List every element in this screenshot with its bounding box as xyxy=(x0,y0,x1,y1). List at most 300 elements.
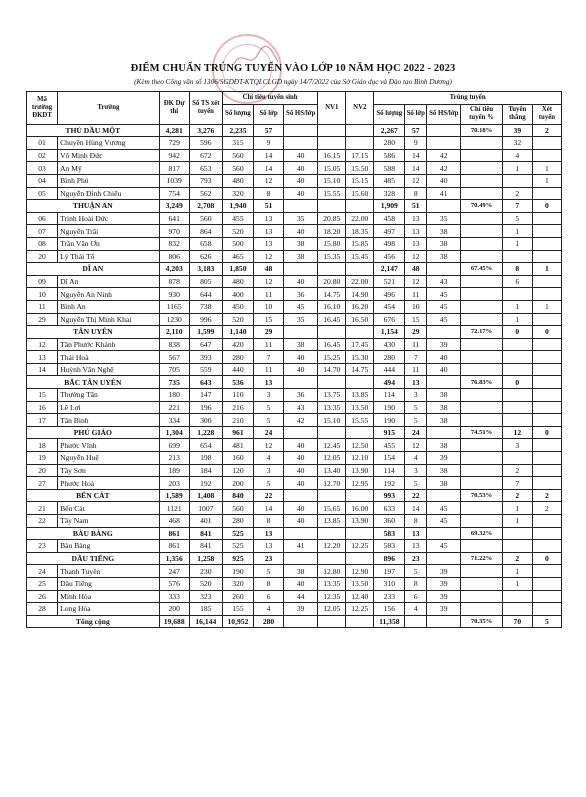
target-students-cell: 320 xyxy=(222,187,253,200)
admitted-students-cell: 114 xyxy=(374,464,405,477)
review-admission-cell xyxy=(532,414,561,427)
admitted-classes-cell: 3 xyxy=(405,389,427,402)
direct-admission-cell: 7 xyxy=(502,200,532,213)
target-per-class-cell: 40 xyxy=(284,452,318,465)
target-per-class-cell: 44 xyxy=(284,590,318,603)
target-per-class-cell: 39 xyxy=(284,603,318,616)
applied-cell: 196 xyxy=(189,401,222,414)
direct-admission-cell xyxy=(502,174,532,187)
table-row xyxy=(27,401,562,414)
admission-rate-cell xyxy=(461,187,502,200)
target-per-class-cell xyxy=(284,552,318,565)
target-per-class-cell: 40 xyxy=(284,225,318,238)
nv2-score-cell: 13.85 xyxy=(346,389,374,402)
admitted-per-class-cell: 45 xyxy=(427,288,461,301)
direct-admission-cell: 1 xyxy=(502,577,532,590)
applied-cell: 805 xyxy=(189,275,222,288)
direct-admission-cell: 32 xyxy=(502,137,532,150)
page-subtitle: (Kèm theo Công văn số 1306/SGDĐT-KTQLCLGD ngày 14/7/2022 của Sở Giáo dục và Đào tạo Bình Dương) xyxy=(134,78,452,86)
admitted-students-cell: 2,147 xyxy=(374,263,405,276)
admission-rate-cell xyxy=(461,338,502,351)
applied-cell: 3,276 xyxy=(189,124,222,137)
registered-cell: 1121 xyxy=(159,502,189,515)
registered-cell: 806 xyxy=(159,250,189,263)
admitted-classes-cell: 10 xyxy=(405,300,427,313)
school-name-cell: Tây Nam xyxy=(58,515,160,528)
direct-admission-cell: 1 xyxy=(502,225,532,238)
school-code-cell: 08 xyxy=(27,237,58,250)
school-code-cell: 24 xyxy=(27,565,58,578)
table-row xyxy=(27,439,562,452)
target-per-class-cell: 40 xyxy=(284,477,318,490)
direct-admission-cell: 1 xyxy=(502,515,532,528)
admitted-per-class-cell xyxy=(427,552,461,565)
target-classes-cell: 3 xyxy=(254,389,284,402)
admitted-classes-cell: 14 xyxy=(405,502,427,515)
admitted-students-cell: 190 xyxy=(374,401,405,414)
school-name-cell: Tân Phước Khánh xyxy=(58,338,160,351)
nv2-score-cell: 22.00 xyxy=(346,212,374,225)
admission-rate-cell xyxy=(461,300,502,313)
admitted-classes-cell: 5 xyxy=(405,401,427,414)
col-adm-rate: Chỉ tiêu tuyển % xyxy=(461,104,502,124)
admission-rate-cell xyxy=(461,162,502,175)
target-students-cell: 10,952 xyxy=(222,615,253,628)
target-classes-cell: 57 xyxy=(254,124,284,137)
applied-cell: 647 xyxy=(189,338,222,351)
admitted-per-class-cell: 45 xyxy=(427,540,461,553)
admitted-classes-cell: 4 xyxy=(405,603,427,616)
target-per-class-cell: 40 xyxy=(284,577,318,590)
applied-cell: 300 xyxy=(189,414,222,427)
school-name-cell: Thái Hoà xyxy=(58,351,160,364)
admission-rate-cell: 67.45% xyxy=(461,263,502,276)
applied-cell: 323 xyxy=(189,590,222,603)
admission-rate-cell: 69.32% xyxy=(461,527,502,540)
nv1-score-cell: 12.05 xyxy=(318,452,346,465)
target-per-class-cell xyxy=(284,527,318,540)
table-body xyxy=(27,124,562,628)
admitted-classes-cell: 24 xyxy=(405,426,427,439)
target-classes-cell: 3 xyxy=(254,464,284,477)
registered-cell: 1165 xyxy=(159,300,189,313)
school-code-cell: 13 xyxy=(27,351,58,364)
registered-cell: 1,304 xyxy=(159,426,189,439)
direct-admission-cell xyxy=(502,338,532,351)
nv2-score-cell xyxy=(346,527,374,540)
admitted-students-cell: 2,267 xyxy=(374,124,405,137)
admitted-classes-cell: 11 xyxy=(405,363,427,376)
admission-rate-cell xyxy=(461,288,502,301)
review-admission-cell xyxy=(532,338,561,351)
nv2-score-cell xyxy=(346,200,374,213)
col-adm-classes: Số lớp xyxy=(405,104,427,124)
admitted-students-cell: 233 xyxy=(374,590,405,603)
admitted-per-class-cell xyxy=(427,124,461,137)
direct-admission-cell xyxy=(502,527,532,540)
applied-cell: 520 xyxy=(189,577,222,590)
school-name-cell: Phước Hoà xyxy=(58,477,160,490)
target-students-cell: 420 xyxy=(222,338,253,351)
table-row xyxy=(27,502,562,515)
review-admission-cell xyxy=(532,565,561,578)
nv2-score-cell: 18.35 xyxy=(346,225,374,238)
school-code-cell: 20 xyxy=(27,464,58,477)
target-classes-cell: 13 xyxy=(254,540,284,553)
school-code-cell: 17 xyxy=(27,414,58,427)
target-students-cell: 480 xyxy=(222,275,253,288)
school-code-cell: 21 xyxy=(27,502,58,515)
school-code-cell: 03 xyxy=(27,162,58,175)
admitted-per-class-cell: 45 xyxy=(427,502,461,515)
target-students-cell: 520 xyxy=(222,313,253,326)
admission-rate-cell xyxy=(461,464,502,477)
applied-cell: 626 xyxy=(189,250,222,263)
review-admission-cell: 1 xyxy=(532,162,561,175)
admitted-per-class-cell: 42 xyxy=(427,162,461,175)
admitted-students-cell: 586 xyxy=(374,149,405,162)
applied-cell: 793 xyxy=(189,174,222,187)
admission-rate-cell: 70.35% xyxy=(461,615,502,628)
admission-rate-cell xyxy=(461,452,502,465)
target-students-cell: 961 xyxy=(222,426,253,439)
review-admission-cell xyxy=(532,464,561,477)
admitted-classes-cell: 29 xyxy=(405,326,427,339)
target-students-cell: 480 xyxy=(222,174,253,187)
school-code-cell: 11 xyxy=(27,300,58,313)
admitted-students-cell: 280 xyxy=(374,351,405,364)
district-row xyxy=(27,200,562,213)
applied-cell: 738 xyxy=(189,300,222,313)
target-per-class-cell: 38 xyxy=(284,338,318,351)
target-per-class-cell: 40 xyxy=(284,502,318,515)
admitted-per-class-cell: 38 xyxy=(427,439,461,452)
nv2-score-cell xyxy=(346,326,374,339)
school-name-cell: Trịnh Hoài Đức xyxy=(58,212,160,225)
nv2-score-cell xyxy=(346,124,374,137)
admitted-classes-cell: 11 xyxy=(405,288,427,301)
nv1-score-cell: 14.70 xyxy=(318,363,346,376)
nv1-score-cell: 16.45 xyxy=(318,313,346,326)
admission-rate-cell: 71.22% xyxy=(461,552,502,565)
direct-admission-cell: 3 xyxy=(502,439,532,452)
target-classes-cell: 11 xyxy=(254,288,284,301)
table-row xyxy=(27,225,562,238)
nv1-score-cell xyxy=(318,615,346,628)
admitted-students-cell: 114 xyxy=(374,389,405,402)
review-admission-cell xyxy=(532,477,561,490)
target-classes-cell: 13 xyxy=(254,225,284,238)
applied-cell: 562 xyxy=(189,187,222,200)
target-classes-cell: 51 xyxy=(254,200,284,213)
target-per-class-cell: 40 xyxy=(284,439,318,452)
target-students-cell: 400 xyxy=(222,288,253,301)
col-nv2: NV2 xyxy=(346,92,374,125)
admission-rate-cell xyxy=(461,389,502,402)
nv1-score-cell: 16.45 xyxy=(318,338,346,351)
review-admission-cell xyxy=(532,351,561,364)
col-applied: Số TS xét tuyển xyxy=(189,92,222,125)
target-per-class-cell: 40 xyxy=(284,515,318,528)
review-admission-cell: 5 xyxy=(532,615,561,628)
admission-rate-cell xyxy=(461,565,502,578)
target-per-class-cell: 35 xyxy=(284,313,318,326)
school-code-cell: 19 xyxy=(27,452,58,465)
admitted-per-class-cell: 38 xyxy=(427,477,461,490)
nv1-score-cell: 12.80 xyxy=(318,565,346,578)
direct-admission-cell: 39 xyxy=(502,124,532,137)
nv2-score-cell: 16.00 xyxy=(346,502,374,515)
admission-rate-cell xyxy=(461,502,502,515)
target-students-cell: 200 xyxy=(222,477,253,490)
nv1-score-cell: 13.40 xyxy=(318,464,346,477)
school-name-cell: Lý Thái Tổ xyxy=(58,250,160,263)
direct-admission-cell: 70 xyxy=(502,615,532,628)
col-target-group: Chỉ tiêu tuyển sinh xyxy=(222,92,317,105)
school-code-cell: 28 xyxy=(27,603,58,616)
review-admission-cell xyxy=(532,590,561,603)
target-students-cell: 315 xyxy=(222,137,253,150)
target-classes-cell: 13 xyxy=(254,376,284,389)
applied-cell: 1,258 xyxy=(189,552,222,565)
nv1-score-cell: 12.45 xyxy=(318,439,346,452)
target-classes-cell: 29 xyxy=(254,326,284,339)
direct-admission-cell: 1 xyxy=(502,237,532,250)
nv1-score-cell xyxy=(318,137,346,150)
review-admission-cell: 2 xyxy=(532,502,561,515)
col-review: Xét tuyển xyxy=(532,104,561,124)
admitted-per-class-cell: 42 xyxy=(427,149,461,162)
registered-cell: 1039 xyxy=(159,174,189,187)
table-row xyxy=(27,300,562,313)
admitted-per-class-cell: 45 xyxy=(427,313,461,326)
applied-cell: 841 xyxy=(189,527,222,540)
registered-cell: 729 xyxy=(159,137,189,150)
applied-cell: 1,228 xyxy=(189,426,222,439)
target-classes-cell: 14 xyxy=(254,162,284,175)
admission-rate-cell xyxy=(461,149,502,162)
school-code-cell: 22 xyxy=(27,515,58,528)
target-classes-cell: 4 xyxy=(254,452,284,465)
admitted-per-class-cell: 43 xyxy=(427,275,461,288)
nv1-score-cell: 13.35 xyxy=(318,577,346,590)
school-code-cell: 12 xyxy=(27,338,58,351)
nv1-score-cell: 15.10 xyxy=(318,174,346,187)
table-row xyxy=(27,338,562,351)
admitted-students-cell: 156 xyxy=(374,603,405,616)
admitted-per-class-cell xyxy=(427,263,461,276)
table-row xyxy=(27,275,562,288)
admitted-students-cell: 192 xyxy=(374,477,405,490)
target-per-class-cell: 40 xyxy=(284,149,318,162)
direct-admission-cell: 2 xyxy=(502,489,532,502)
admitted-per-class-cell xyxy=(427,137,461,150)
admitted-classes-cell: 8 xyxy=(405,187,427,200)
admitted-classes-cell: 12 xyxy=(405,439,427,452)
nv2-score-cell: 22.00 xyxy=(346,275,374,288)
nv2-score-cell: 14.90 xyxy=(346,288,374,301)
table-row xyxy=(27,162,562,175)
nv1-score-cell: 15.05 xyxy=(318,162,346,175)
direct-admission-cell: 1 xyxy=(502,502,532,515)
admitted-per-class-cell xyxy=(427,615,461,628)
direct-admission-cell xyxy=(502,288,532,301)
target-classes-cell: 5 xyxy=(254,477,284,490)
nv1-score-cell xyxy=(318,489,346,502)
table-row xyxy=(27,414,562,427)
target-per-class-cell xyxy=(284,124,318,137)
admitted-classes-cell: 57 xyxy=(405,124,427,137)
admitted-classes-cell: 15 xyxy=(405,313,427,326)
nv1-score-cell: 12.05 xyxy=(318,603,346,616)
review-admission-cell xyxy=(532,288,561,301)
school-code-cell: 04 xyxy=(27,174,58,187)
nv1-score-cell: 20.85 xyxy=(318,212,346,225)
admitted-classes-cell: 4 xyxy=(405,452,427,465)
target-classes-cell: 23 xyxy=(254,552,284,565)
admission-rate-cell xyxy=(461,225,502,238)
admission-rate-cell: 70.18% xyxy=(461,124,502,137)
review-admission-cell xyxy=(532,389,561,402)
target-students-cell: 260 xyxy=(222,590,253,603)
direct-admission-cell: 0 xyxy=(502,376,532,389)
admitted-classes-cell: 13 xyxy=(405,212,427,225)
admitted-classes-cell: 8 xyxy=(405,577,427,590)
nv2-score-cell xyxy=(346,615,374,628)
target-classes-cell: 4 xyxy=(254,603,284,616)
registered-cell: 942 xyxy=(159,149,189,162)
target-per-class-cell: 40 xyxy=(284,162,318,175)
direct-admission-cell xyxy=(502,414,532,427)
registered-cell: 832 xyxy=(159,237,189,250)
target-students-cell: 560 xyxy=(222,502,253,515)
nv2-score-cell xyxy=(346,489,374,502)
registered-cell: 817 xyxy=(159,162,189,175)
applied-cell: 1,599 xyxy=(189,326,222,339)
nv2-score-cell: 15.50 xyxy=(346,162,374,175)
admitted-classes-cell: 13 xyxy=(405,540,427,553)
direct-admission-cell xyxy=(502,452,532,465)
admitted-classes-cell: 5 xyxy=(405,414,427,427)
nv1-score-cell: 14.75 xyxy=(318,288,346,301)
review-admission-cell xyxy=(532,363,561,376)
col-target-per-class: Số HS/lớp xyxy=(284,104,318,124)
nv2-score-cell: 15.85 xyxy=(346,237,374,250)
nv1-score-cell: 15.65 xyxy=(318,502,346,515)
target-classes-cell: 12 xyxy=(254,275,284,288)
school-code-cell: 01 xyxy=(27,137,58,150)
nv1-score-cell: 12.20 xyxy=(318,540,346,553)
admitted-classes-cell: 12 xyxy=(405,275,427,288)
target-students-cell: 280 xyxy=(222,351,253,364)
target-students-cell: 440 xyxy=(222,363,253,376)
admitted-students-cell: 1,909 xyxy=(374,200,405,213)
admitted-classes-cell: 23 xyxy=(405,552,427,565)
admitted-classes-cell: 48 xyxy=(405,263,427,276)
admission-rate-cell xyxy=(461,515,502,528)
direct-admission-cell: 8 xyxy=(502,263,532,276)
school-code-cell: 16 xyxy=(27,401,58,414)
admission-rate-cell xyxy=(461,351,502,364)
admission-rate-cell xyxy=(461,174,502,187)
admission-rate-cell xyxy=(461,577,502,590)
admission-rate-cell xyxy=(461,439,502,452)
review-admission-cell: 0 xyxy=(532,426,561,439)
target-students-cell: 110 xyxy=(222,389,253,402)
admitted-classes-cell: 7 xyxy=(405,351,427,364)
admitted-classes-cell: 14 xyxy=(405,162,427,175)
school-name-cell: Nguyễn An Ninh xyxy=(58,288,160,301)
district-row xyxy=(27,527,562,540)
nv2-score-cell: 17.15 xyxy=(346,149,374,162)
district-row xyxy=(27,489,562,502)
school-name-cell: An Mỹ xyxy=(58,162,160,175)
applied-cell: 864 xyxy=(189,225,222,238)
applied-cell: 16,144 xyxy=(189,615,222,628)
target-students-cell: 1,850 xyxy=(222,263,253,276)
nv1-score-cell xyxy=(318,263,346,276)
review-admission-cell: 1 xyxy=(532,300,561,313)
admission-rate-cell: 70.49% xyxy=(461,200,502,213)
review-admission-cell xyxy=(532,527,561,540)
school-name-cell: Dĩ An xyxy=(58,275,160,288)
applied-cell: 841 xyxy=(189,540,222,553)
table-row xyxy=(27,540,562,553)
applied-cell: 401 xyxy=(189,515,222,528)
review-admission-cell: 1 xyxy=(532,174,561,187)
review-admission-cell: 0 xyxy=(532,326,561,339)
target-classes-cell: 9 xyxy=(254,137,284,150)
applied-cell: 559 xyxy=(189,363,222,376)
direct-admission-cell: 2 xyxy=(502,464,532,477)
nv1-score-cell: 13.85 xyxy=(318,515,346,528)
nv1-score-cell: 13.35 xyxy=(318,401,346,414)
nv2-score-cell: 12.90 xyxy=(346,565,374,578)
applied-cell: 1007 xyxy=(189,502,222,515)
admitted-students-cell: 676 xyxy=(374,313,405,326)
district-name-cell: DĨ AN xyxy=(27,263,160,276)
target-per-class-cell: 38 xyxy=(284,565,318,578)
admitted-per-class-cell: 41 xyxy=(427,187,461,200)
registered-cell: 970 xyxy=(159,225,189,238)
nv2-score-cell: 12.40 xyxy=(346,590,374,603)
target-per-class-cell xyxy=(284,615,318,628)
target-classes-cell: 13 xyxy=(254,212,284,225)
admitted-students-cell: 458 xyxy=(374,212,405,225)
target-per-class-cell: 40 xyxy=(284,363,318,376)
admitted-students-cell: 430 xyxy=(374,338,405,351)
target-classes-cell: 5 xyxy=(254,565,284,578)
admitted-classes-cell: 22 xyxy=(405,489,427,502)
registered-cell: 1230 xyxy=(159,313,189,326)
review-admission-cell: 1 xyxy=(532,263,561,276)
school-code-cell: 07 xyxy=(27,225,58,238)
nv2-score-cell: 12.25 xyxy=(346,540,374,553)
applied-cell: 3,183 xyxy=(189,263,222,276)
target-classes-cell: 48 xyxy=(254,263,284,276)
admission-rate-cell xyxy=(461,401,502,414)
school-name-cell: Bình An xyxy=(58,300,160,313)
nv2-score-cell: 15.55 xyxy=(346,414,374,427)
admitted-classes-cell: 12 xyxy=(405,174,427,187)
review-admission-cell xyxy=(532,275,561,288)
admitted-per-class-cell xyxy=(427,426,461,439)
admission-rate-cell xyxy=(461,477,502,490)
table-row xyxy=(27,363,562,376)
district-row xyxy=(27,124,562,137)
admitted-per-class-cell: 39 xyxy=(427,590,461,603)
target-classes-cell: 5 xyxy=(254,414,284,427)
